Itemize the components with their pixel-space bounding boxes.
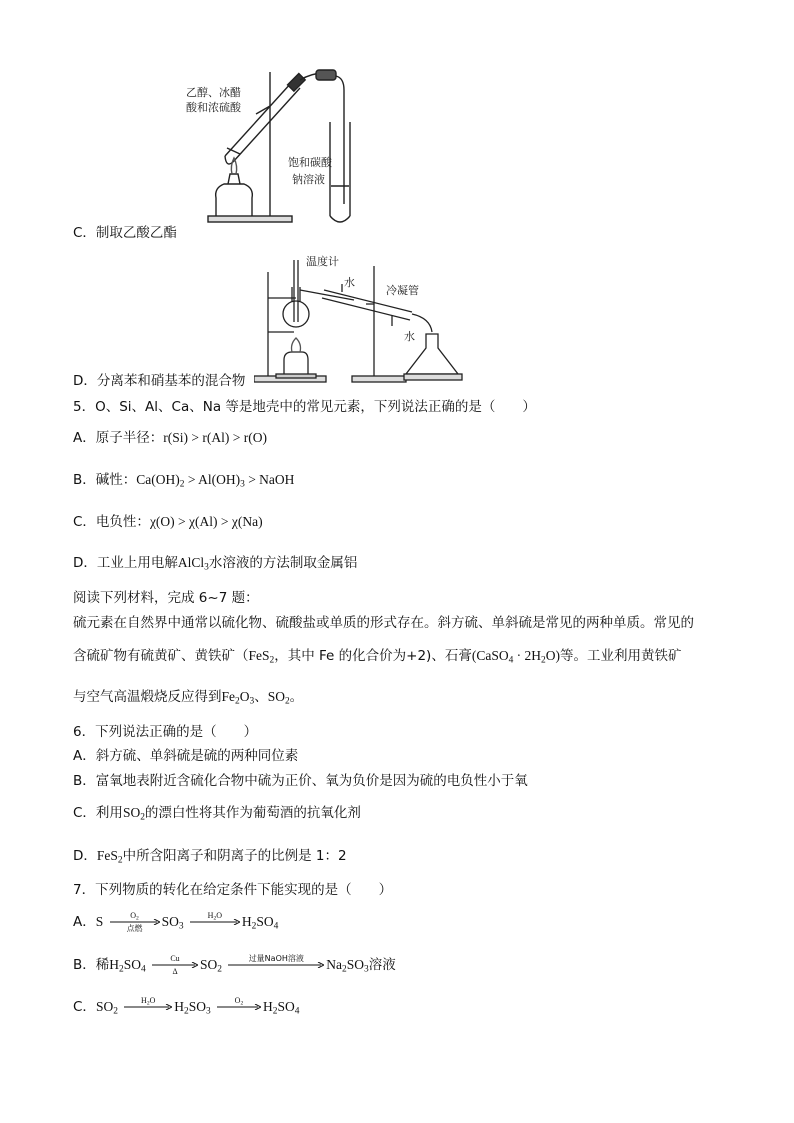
q5-option-d-formula: AlCl$_3$ xyxy=(177,555,209,573)
passage-line-3 xyxy=(73,687,303,711)
q6-option-c-formula: $SO_2$ xyxy=(122,805,145,823)
q7-b-arrow-1-reagent: Cu xyxy=(170,954,180,963)
q7-option-b-na2so3: $Na_2SO_3$ xyxy=(326,957,369,975)
q5-option-a xyxy=(73,428,267,448)
passage-line-3-a: 与空气高温煅烧反应得到 xyxy=(73,689,222,705)
q7-option-c xyxy=(73,995,299,1019)
q7-c-arrow-2 xyxy=(217,996,261,1018)
q5-option-a-label: A．原子半径： xyxy=(73,430,164,446)
passage-line-2-c: 等。工业利用黄铁矿 xyxy=(560,648,682,664)
q7-c-arrow-1 xyxy=(124,996,172,1018)
passage-intro: 阅读下列材料，完成 6~7 题： xyxy=(73,590,259,606)
reactants-label-2: 酸和浓硫酸 xyxy=(186,102,241,114)
q7-b-arrow-2 xyxy=(228,954,324,976)
q7-a-arrow-1-condition: 点燃 xyxy=(126,924,143,933)
distillation-apparatus-figure xyxy=(254,252,468,386)
q6-stem: 6．下列说法正确的是（ ） xyxy=(73,724,258,740)
q5-option-c-formula: χ(O) > χ(Al) > χ(Na) xyxy=(149,514,263,529)
solution-label-2: 钠溶液 xyxy=(292,174,325,186)
q7-stem: 7．下列物质的转化在给定条件下能实现的是（ ） xyxy=(73,882,393,898)
q5-option-b-formula: $Ca(OH)_2 > Al(OH)_3$ > NaOH xyxy=(136,472,295,490)
q7-b-arrow-2-reagent: 过量NaOH溶液 xyxy=(248,954,304,963)
passage-line-2 xyxy=(73,646,682,670)
q6-option-d-prefix: D． xyxy=(73,848,97,864)
passage-fes2: FeS$_2$ xyxy=(248,648,275,666)
passage-line-3-end: 。 xyxy=(289,689,304,705)
q6-option-b: B．富氧地表附近含硫化合物中硫为正价、氧为负价是因为硫的电负性小于氧 xyxy=(73,773,528,789)
q7-option-a-h2so4: $H_2SO_4$ xyxy=(241,914,279,932)
q7-option-b-h2so4: $H_2SO_4$ xyxy=(109,957,146,975)
apparatus-ethyl-acetate-drawing xyxy=(170,66,380,236)
q7-option-a xyxy=(73,910,278,934)
q5-option-c-label: C．电负性： xyxy=(73,514,150,530)
q6-option-d xyxy=(73,846,347,870)
q7-option-a-so3: $SO_3$ xyxy=(161,914,184,932)
q7-a-arrow-1-reagent: $O_2$ xyxy=(130,911,139,922)
q7-a-arrow-2 xyxy=(190,911,240,933)
water-out-label: 水 xyxy=(404,331,415,343)
solution-label-1: 饱和碳酸 xyxy=(288,157,332,169)
q7-option-b-so2: $SO_2$ xyxy=(200,957,222,975)
q7-b-arrow-1 xyxy=(152,954,198,976)
passage-line-2-a: 含硫矿物有硫黄矿、黄铁矿（ xyxy=(73,648,249,664)
q5-option-a-formula: r(Si) > r(Al) > r(O) xyxy=(163,430,267,445)
q5-option-c xyxy=(73,512,263,532)
q5-stem: 5．O、Si、Al、Ca、Na 等是地壳中的常见元素，下列说法正确的是（ ） xyxy=(73,399,536,415)
apparatus-ethyl-acetate-figure xyxy=(170,66,380,236)
passage-so2: $SO_2$ xyxy=(267,689,290,707)
arrow-right-icon xyxy=(217,1004,261,1010)
q6-option-c-suffix: 的漂白性将其作为葡萄酒的抗氧化剂 xyxy=(144,805,361,821)
q6-option-c xyxy=(73,803,361,827)
q5-option-b xyxy=(73,470,294,494)
q7-option-b-prefix: B．稀 xyxy=(73,957,110,973)
q7-option-c-h2so4: $H_2SO_4$ xyxy=(262,999,300,1017)
arrow-right-icon xyxy=(124,1004,172,1010)
q7-option-b xyxy=(73,953,396,977)
arrow-right-icon xyxy=(190,919,240,925)
q7-a-arrow-1 xyxy=(110,911,160,933)
q5-option-d-suffix: 水溶液的方法制取金属铝 xyxy=(208,555,358,571)
q6-option-c-prefix: C．利用 xyxy=(73,805,123,821)
condenser-label: 冷凝管 xyxy=(386,285,419,297)
passage-fe2o3: $Fe_2O_3$ xyxy=(221,689,255,707)
q6-option-a: A．斜方硫、单斜硫是硫的两种同位素 xyxy=(73,748,299,764)
q7-a-arrow-2-reagent: $H_2O$ xyxy=(207,911,223,922)
thermometer-label: 温度计 xyxy=(306,256,339,268)
reactants-label-1: 乙醇、冰醋 xyxy=(186,87,241,99)
passage-line-2-b: ，其中 Fe 的化合价为+2)、石膏 xyxy=(274,648,472,664)
q5-option-b-label: B．碱性： xyxy=(73,472,137,488)
q4-option-c: C．制取乙酸乙酯 xyxy=(73,225,177,241)
water-in-label: 水 xyxy=(344,277,355,289)
q4-option-d: D．分离苯和硝基苯的混合物 xyxy=(73,373,246,389)
q7-option-c-so2: $SO_2$ xyxy=(95,999,118,1017)
q7-option-a-prefix: A． xyxy=(73,914,96,930)
passage-line-3-sep: 、 xyxy=(254,689,268,705)
q7-option-b-suffix: 溶液 xyxy=(368,957,396,973)
passage-gypsum: (CaSO$_4$ · $2H_2O$) xyxy=(471,648,561,666)
q7-option-a-s: S xyxy=(95,914,104,929)
distillation-apparatus-drawing xyxy=(254,252,468,386)
arrow-right-icon xyxy=(228,962,324,968)
q5-option-d xyxy=(73,553,357,577)
q7-b-arrow-1-condition: Δ xyxy=(172,967,178,976)
q5-option-d-label: D．工业上用电解 xyxy=(73,555,178,571)
q7-c-arrow-1-reagent: $H_2O$ xyxy=(141,996,156,1007)
passage-line-1: 硫元素在自然界中通常以硫化物、硫酸盐或单质的形式存在。斜方硫、单斜硫是常见的两种单质。常见的 xyxy=(73,615,694,631)
q7-option-c-h2so3: $H_2SO_3$ xyxy=(174,999,211,1017)
q6-option-d-suffix: 中所含阳离子和阴离子的比例是 1：2 xyxy=(122,848,347,864)
q7-option-c-prefix: C． xyxy=(73,999,96,1015)
q6-option-d-formula: FeS$_2$ xyxy=(96,848,123,866)
q7-c-arrow-2-reagent: $O_2$ xyxy=(234,996,244,1007)
